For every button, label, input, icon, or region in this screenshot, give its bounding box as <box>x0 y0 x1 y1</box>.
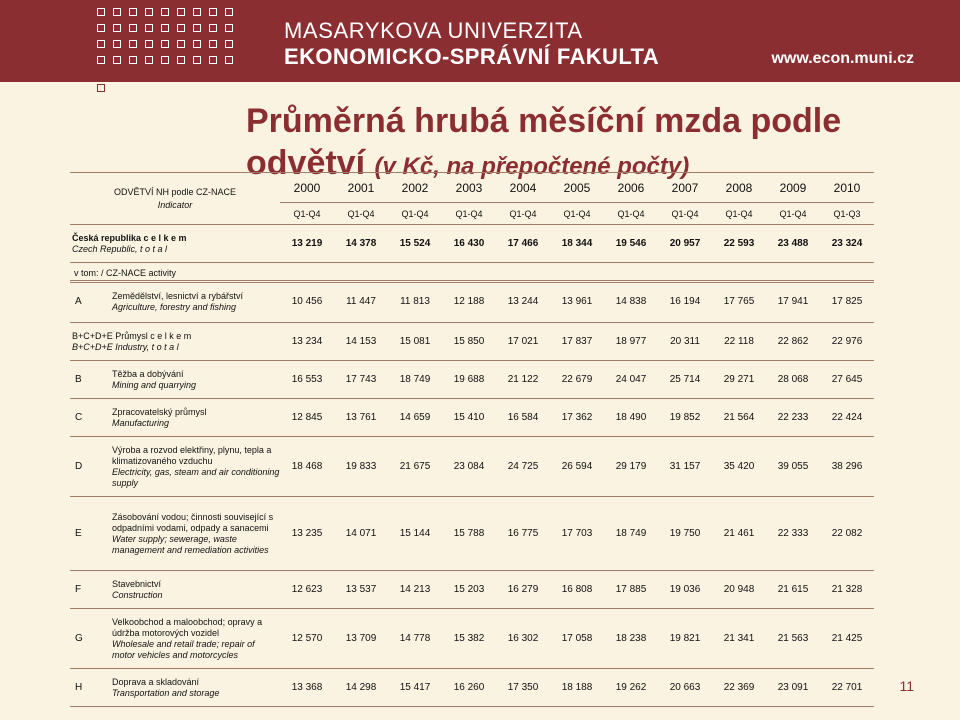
activity-value: 23 091 <box>766 669 820 707</box>
activity-value: 21 615 <box>766 571 820 609</box>
activity-row <box>70 399 874 437</box>
activity-row <box>70 571 874 609</box>
year-header: 2010 <box>820 173 874 203</box>
activity-value: 22 679 <box>550 361 604 399</box>
page-number: 11 <box>899 678 914 694</box>
activity-value: 22 082 <box>820 497 874 571</box>
activity-value: 17 885 <box>604 571 658 609</box>
quarter-header: Q1-Q4 <box>334 203 388 225</box>
year-header: 2004 <box>496 173 550 203</box>
activity-value: 17 362 <box>550 399 604 437</box>
quarter-header: Q1-Q4 <box>496 203 550 225</box>
activity-value: 14 659 <box>388 399 442 437</box>
university-logo-grid <box>97 8 247 108</box>
quarter-header: Q1-Q4 <box>658 203 712 225</box>
activity-row <box>70 323 874 361</box>
activity-value: 18 238 <box>604 609 658 669</box>
activity-value: 21 425 <box>820 609 874 669</box>
activity-label: Zásobování vodou; činnosti související s odpadními vodami, odpady a sanacemi Water supply; sewerage, waste management and remediation activities <box>110 497 280 571</box>
quarter-header: Q1-Q3 <box>820 203 874 225</box>
title-subtitle: (v Kč, na přepočtené počty) <box>374 153 690 180</box>
activity-value: 22 369 <box>712 669 766 707</box>
activity-value: 21 675 <box>388 437 442 497</box>
activity-value: 16 775 <box>496 497 550 571</box>
activity-value: 18 977 <box>604 323 658 361</box>
activity-value: 14 838 <box>604 281 658 323</box>
activity-value: 16 553 <box>280 361 334 399</box>
activity-value: 17 703 <box>550 497 604 571</box>
activity-value: 12 188 <box>442 281 496 323</box>
activity-value: 22 862 <box>766 323 820 361</box>
activity-code: E <box>70 497 110 571</box>
activity-row <box>70 609 874 669</box>
activity-value: 19 821 <box>658 609 712 669</box>
activity-value: 22 976 <box>820 323 874 361</box>
activity-value: 13 537 <box>334 571 388 609</box>
activity-value: 16 302 <box>496 609 550 669</box>
quarter-header: Q1-Q4 <box>388 203 442 225</box>
header-banner <box>0 0 960 82</box>
activity-value: 22 118 <box>712 323 766 361</box>
total-value: 13 219 <box>280 225 334 263</box>
total-value: 20 957 <box>658 225 712 263</box>
activity-value: 19 852 <box>658 399 712 437</box>
year-header: 2002 <box>388 173 442 203</box>
total-value: 16 430 <box>442 225 496 263</box>
year-header: 2003 <box>442 173 496 203</box>
activity-value: 16 260 <box>442 669 496 707</box>
activity-row <box>70 281 874 323</box>
activity-value: 13 244 <box>496 281 550 323</box>
section-subheader: v tom: / CZ-NACE activity <box>70 263 874 283</box>
total-value: 14 378 <box>334 225 388 263</box>
year-header: 2005 <box>550 173 604 203</box>
activity-code: F <box>70 571 110 609</box>
activity-code: H <box>70 669 110 707</box>
activity-value: 24 725 <box>496 437 550 497</box>
activity-value: 13 234 <box>280 323 334 361</box>
activity-code: C <box>70 399 110 437</box>
total-value: 19 546 <box>604 225 658 263</box>
total-label: Česká republika c e l k e m Czech Republic, t o t a l <box>70 225 280 263</box>
activity-value: 18 749 <box>388 361 442 399</box>
activity-value: 15 850 <box>442 323 496 361</box>
title-line-2: odvětví <box>246 144 366 182</box>
activity-value: 16 808 <box>550 571 604 609</box>
year-header: 2001 <box>334 173 388 203</box>
activity-label: Zemědělství, lesnictví a rybářství Agriculture, forestry and fishing <box>110 281 280 323</box>
year-header: 2007 <box>658 173 712 203</box>
quarter-header: Q1-Q4 <box>550 203 604 225</box>
total-value: 18 344 <box>550 225 604 263</box>
activity-value: 12 570 <box>280 609 334 669</box>
activity-value: 15 382 <box>442 609 496 669</box>
wage-table <box>70 172 874 283</box>
activity-value: 21 122 <box>496 361 550 399</box>
quarter-header: Q1-Q4 <box>280 203 334 225</box>
activity-value: 15 203 <box>442 571 496 609</box>
total-value: 17 466 <box>496 225 550 263</box>
activity-label: Zpracovatelský průmysl Manufacturing <box>110 399 280 437</box>
activity-value: 26 594 <box>550 437 604 497</box>
activity-row <box>70 437 874 497</box>
activity-code: B <box>70 361 110 399</box>
activity-value: 22 424 <box>820 399 874 437</box>
activity-value: 16 194 <box>658 281 712 323</box>
activity-value: 11 447 <box>334 281 388 323</box>
activity-table <box>70 280 874 707</box>
logo-grid-lower <box>97 84 117 100</box>
activity-value: 35 420 <box>712 437 766 497</box>
activity-value: 17 837 <box>550 323 604 361</box>
activity-value: 13 235 <box>280 497 334 571</box>
activity-value: 18 188 <box>550 669 604 707</box>
activity-value: 12 623 <box>280 571 334 609</box>
total-value: 15 524 <box>388 225 442 263</box>
activity-value: 18 749 <box>604 497 658 571</box>
activity-value: 11 813 <box>388 281 442 323</box>
activity-value: 20 311 <box>658 323 712 361</box>
quarter-header: Q1-Q4 <box>442 203 496 225</box>
activity-code: G <box>70 609 110 669</box>
activity-value: 39 055 <box>766 437 820 497</box>
title-line-1: Průměrná hrubá měsíční mzda podle <box>246 102 842 140</box>
activity-value: 13 961 <box>550 281 604 323</box>
activity-value: 16 279 <box>496 571 550 609</box>
activity-label: Stavebnictví Construction <box>110 571 280 609</box>
activity-value: 28 068 <box>766 361 820 399</box>
activity-value: 14 071 <box>334 497 388 571</box>
activity-value: 24 047 <box>604 361 658 399</box>
activity-value: 22 333 <box>766 497 820 571</box>
activity-value: 27 645 <box>820 361 874 399</box>
activity-label: Velkoobchod a maloobchod; opravy a údržba motorových vozidel Wholesale and retail trade; repair of motor vehicles and motorcycles <box>110 609 280 669</box>
year-header: 2009 <box>766 173 820 203</box>
activity-row <box>70 497 874 571</box>
activity-value: 17 743 <box>334 361 388 399</box>
university-name: MASARYKOVA UNIVERZITA <box>284 18 583 43</box>
activity-value: 17 765 <box>712 281 766 323</box>
activity-value: 14 213 <box>388 571 442 609</box>
activity-value: 16 584 <box>496 399 550 437</box>
activity-value: 19 262 <box>604 669 658 707</box>
year-header: 2006 <box>604 173 658 203</box>
activity-value: 15 410 <box>442 399 496 437</box>
activity-value: 31 157 <box>658 437 712 497</box>
total-row <box>70 225 874 263</box>
activity-value: 19 036 <box>658 571 712 609</box>
activity-value: 17 058 <box>550 609 604 669</box>
activity-value: 21 328 <box>820 571 874 609</box>
total-value: 23 488 <box>766 225 820 263</box>
quarter-header: Q1-Q4 <box>604 203 658 225</box>
website-link[interactable]: www.econ.muni.cz <box>771 50 914 67</box>
activity-value: 13 368 <box>280 669 334 707</box>
activity-code: A <box>70 281 110 323</box>
activity-label: Doprava a skladování Transportation and storage <box>110 669 280 707</box>
indicator-header: ODVĚTVÍ NH podle CZ-NACE Indicator <box>70 173 280 225</box>
activity-value: 21 564 <box>712 399 766 437</box>
quarter-header: Q1-Q4 <box>712 203 766 225</box>
year-header: 2000 <box>280 173 334 203</box>
activity-value: 29 271 <box>712 361 766 399</box>
activity-value: 13 761 <box>334 399 388 437</box>
activity-value: 15 144 <box>388 497 442 571</box>
activity-value: 13 709 <box>334 609 388 669</box>
activity-value: 25 714 <box>658 361 712 399</box>
activity-row <box>70 361 874 399</box>
activity-value: 19 750 <box>658 497 712 571</box>
activity-value: 20 948 <box>712 571 766 609</box>
activity-value: 19 688 <box>442 361 496 399</box>
year-header: 2008 <box>712 173 766 203</box>
quarter-header: Q1-Q4 <box>766 203 820 225</box>
activity-value: 21 461 <box>712 497 766 571</box>
activity-value: 17 825 <box>820 281 874 323</box>
activity-value: 29 179 <box>604 437 658 497</box>
activity-value: 22 233 <box>766 399 820 437</box>
activity-value: 17 021 <box>496 323 550 361</box>
activity-value: 22 701 <box>820 669 874 707</box>
activity-row <box>70 669 874 707</box>
activity-value: 14 298 <box>334 669 388 707</box>
activity-value: 15 788 <box>442 497 496 571</box>
activity-label: Výroba a rozvod elektřiny, plynu, tepla a klimatizovaného vzduchu Electricity, gas, steam and air conditioning supply <box>110 437 280 497</box>
activity-value: 18 468 <box>280 437 334 497</box>
activity-value: 38 296 <box>820 437 874 497</box>
activity-code: D <box>70 437 110 497</box>
activity-value: 19 833 <box>334 437 388 497</box>
activity-value: 10 456 <box>280 281 334 323</box>
activity-label: Těžba a dobývání Mining and quarrying <box>110 361 280 399</box>
activity-value: 14 778 <box>388 609 442 669</box>
activity-label: B+C+D+E Průmysl c e l k e m B+C+D+E Industry, t o t a l <box>70 323 280 361</box>
activity-value: 21 341 <box>712 609 766 669</box>
activity-value: 20 663 <box>658 669 712 707</box>
activity-value: 15 081 <box>388 323 442 361</box>
activity-value: 14 153 <box>334 323 388 361</box>
activity-value: 21 563 <box>766 609 820 669</box>
faculty-name: EKONOMICKO-SPRÁVNÍ FAKULTA <box>284 44 660 69</box>
activity-value: 18 490 <box>604 399 658 437</box>
activity-value: 23 084 <box>442 437 496 497</box>
total-value: 22 593 <box>712 225 766 263</box>
total-value: 23 324 <box>820 225 874 263</box>
activity-value: 17 941 <box>766 281 820 323</box>
activity-value: 12 845 <box>280 399 334 437</box>
activity-value: 17 350 <box>496 669 550 707</box>
activity-value: 15 417 <box>388 669 442 707</box>
